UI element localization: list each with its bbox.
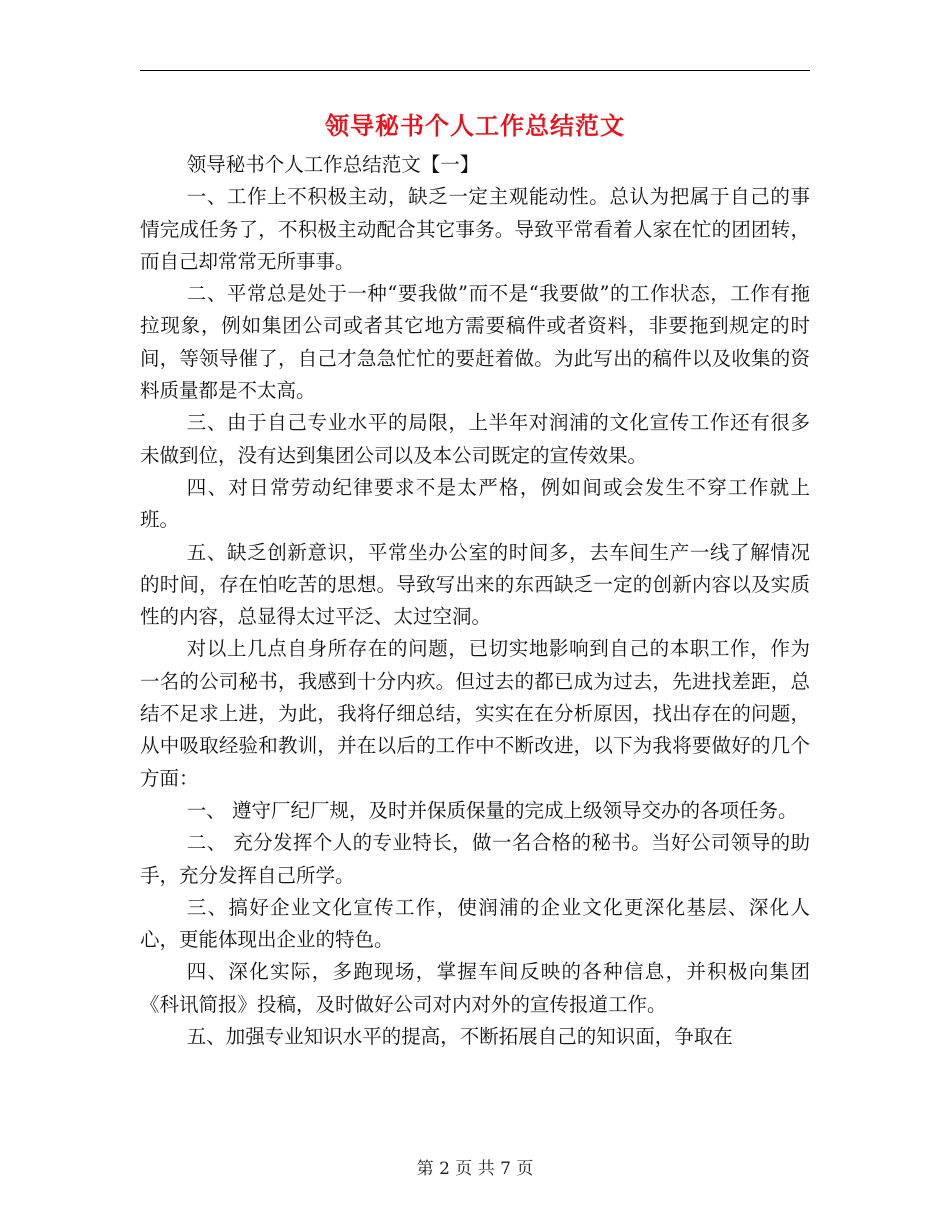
paragraph-item-3: 三、由于自己专业水平的局限，上半年对润浦的文化宣传工作还有很多未做到位，没有达到集团公司以及本公司既定的宣传效果。 (140, 411, 810, 467)
document-title: 领导秘书个人工作总结范文 (325, 111, 625, 140)
paragraph-plan-4: 四、深化实际，多跑现场，掌握车间反映的各种信息，并积极向集团《科讯简报》投稿，及时做好公司对内对外的宣传报道工作。 (140, 960, 810, 1016)
header-rule (140, 70, 810, 71)
paragraph-plan-3: 三、搞好企业文化宣传工作，使润浦的企业文化更深化基层、深化人心，更能体现出企业的特色。 (140, 895, 810, 952)
paragraph-item-4: 四、对日常劳动纪律要求不是太严格，例如间或会发生不穿工作就上班。 (140, 475, 810, 532)
paragraph-section-heading: 领导秘书个人工作总结范文【一】 (186, 153, 480, 176)
paragraph-plan-1: 一、 遵守厂纪厂规，及时并保质保量的完成上级领导交办的各项任务。 (186, 798, 798, 822)
paragraph-reflection: 对以上几点自身所存在的问题，已切实地影响到自己的本职工作，作为一名的公司秘书，我感到十分内疚。但过去的都已成为过去，先进找差距，总结不足求上进，为此，我将仔细总结，实实在在分析原因，找出存在的问题，从中吸取经验和教训，并在以后的工作中不断改进，以下为我将要做好的几个方面： (140, 637, 810, 790)
paragraph-item-2: 二、平常总是处于一种“要我做”而不是“我要做”的工作状态，工作有拖拉现象，例如集团公司或者其它地方需要稿件或者资料，非要拖到规定的时间，等领导催了，自己才急急忙忙的要赶着做。为此写出的稿件以及收集的资料质量都是不太高。 (140, 282, 810, 403)
paragraph-plan-5: 五、加强专业知识水平的提高，不断拓展自己的知识面，争取在 (186, 1025, 733, 1049)
paragraph-item-1: 一、工作上不积极主动，缺乏一定主观能动性。总认为把属于自己的事情完成任务了，不积极主动配合其它事务。导致平常看着人家在忙的团团转，而自己却常常无所事事。 (140, 185, 810, 273)
document-body (140, 149, 810, 1053)
paragraph-plan-2: 二、 充分发挥个人的专业特长，做一名合格的秘书。当好公司领导的助手，充分发挥自己所学。 (140, 831, 810, 887)
paragraph-item-5: 五、缺乏创新意识，平常坐办公室的时间多，去车间生产一线了解情况的时间，存在怕吃苦的思想。导致写出来的东西缺乏一定的创新内容以及实质性的内容，总显得太过平泛、太过空洞。 (140, 540, 810, 629)
page-footer: 第 2 页 共 7 页 (416, 1159, 534, 1179)
